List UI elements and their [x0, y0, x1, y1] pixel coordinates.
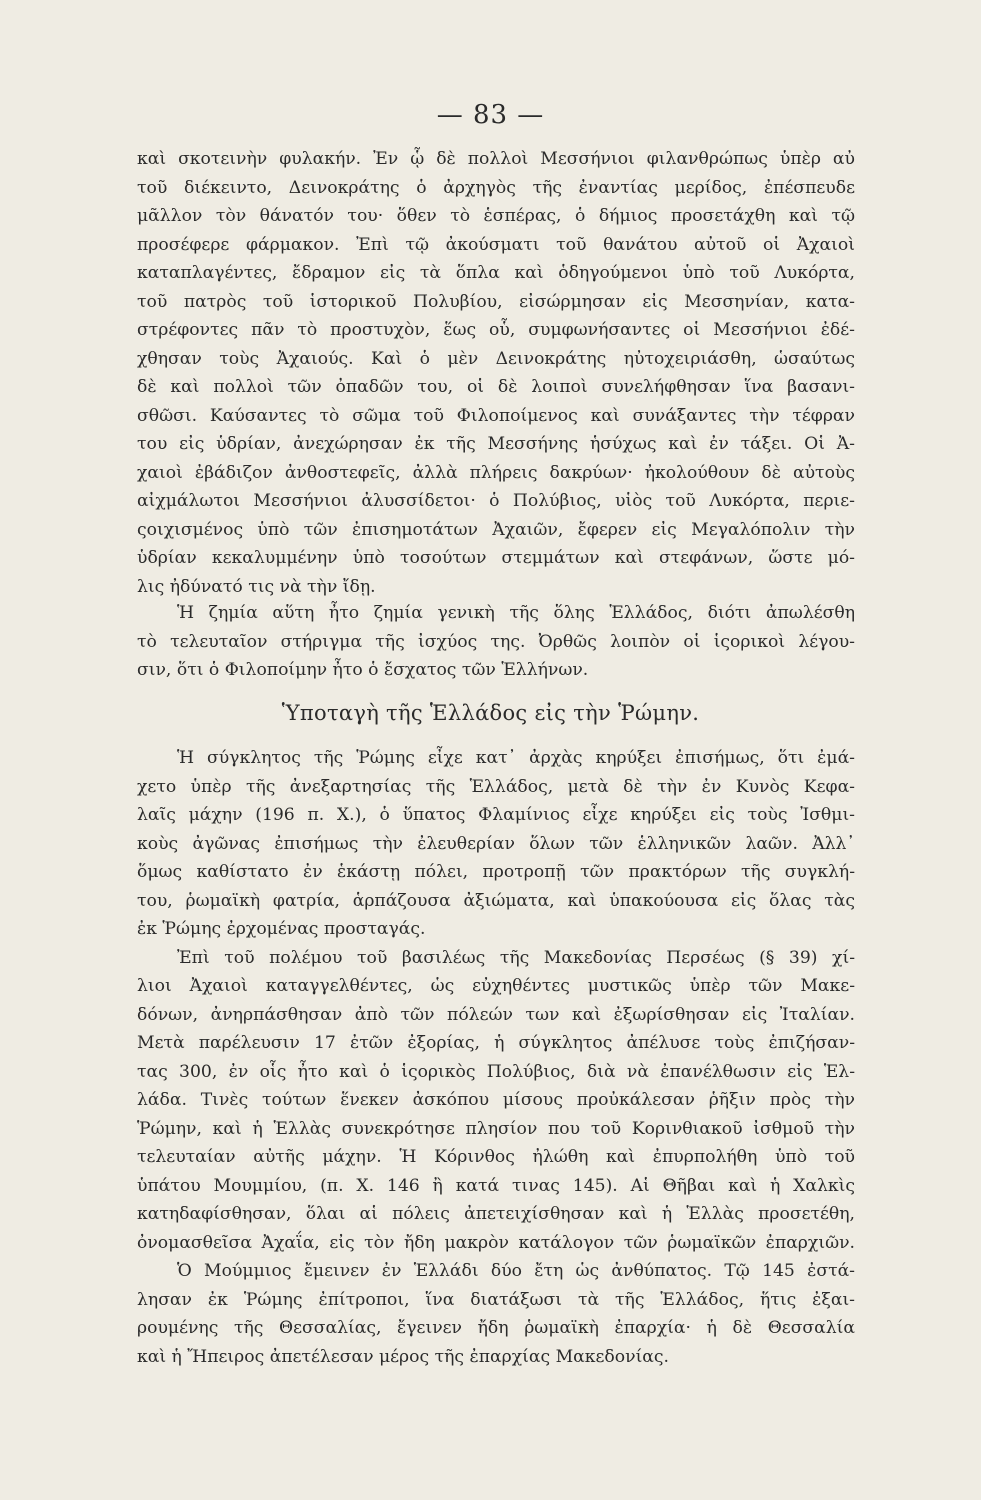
text-line: προσέφερε φάρμακον. Ἐπὶ τῷ ἀκούσματι τοῦ θανάτου αὐτοῦ οἱ Ἀχαιοὶ — [137, 234, 855, 255]
section-heading: Ὑποταγὴ τῆς Ἑλλάδος εἰς τὴν Ῥώμην. — [281, 701, 700, 725]
text-line: λησαν ἐκ Ῥώμης ἐπίτροποι, ἵνα διατάξωσι τὰ τῆς Ἑλλάδος, ἥτις ἐξαι- — [137, 1289, 855, 1310]
text-line: ἐκ Ῥώμης ἐρχομένας προσταγάς. — [137, 919, 426, 939]
text-line: σθῶσι. Καύσαντες τὸ σῶμα τοῦ Φιλοποίμενος καὶ συνάξαντες τὴν τέφραν — [137, 405, 855, 426]
text-line: Μετὰ παρέλευσιν 17 ἐτῶν ἐξορίας, ἡ σύγκλητος ἀπέλυσε τοὺς ἐπιζήσαν- — [137, 1033, 855, 1053]
text-line: καὶ σκοτεινὴν φυλακήν. Ἐν ᾧ δὲ πολλοὶ Μεσσήνιοι φιλανθρώπως ὑπὲρ αὐ — [137, 149, 855, 169]
text-line: Ῥώμην, καὶ ἡ Ἑλλὰς συνεκρότησε πλησίον που τοῦ Κορινθιακοῦ ἰσθμοῦ τὴν — [137, 1118, 855, 1139]
text-line: κοὺς ἀγῶνας ἐπισήμως τὴν ἐλευθερίαν ὅλων τῶν ἑλληνικῶν λαῶν. Ἀλλ᾽ — [137, 833, 855, 854]
text-line: τελευταίαν αὐτῆς μάχην. Ἡ Κόρινθος ἠλώθη καὶ ἐπυρπολήθη ὑπὸ τοῦ — [137, 1147, 855, 1167]
page-number: — 83 — — [436, 100, 545, 130]
paragraph-subjugation — [137, 744, 855, 1371]
text-line: χαιοὶ ἐβάδιζον ἀνθοστεφεῖς, ἀλλὰ πλήρεις δακρύων· ἠκολούθουν δὲ αὐτοὺς — [137, 462, 855, 483]
text-line: Ἡ ζημία αὕτη ἦτο ζημία γενικὴ τῆς ὅλης Ἑλλάδος, διότι ἀπωλέσθη — [177, 603, 855, 623]
text-line: λαῖς μάχην (196 π. Χ.), ὁ ὕπατος Φλαμίνιος εἶχε κηρύξει εἰς τοὺς Ἰσθμι- — [137, 805, 855, 825]
text-line: ὅμως καθίστατο ἐν ἑκάστῃ πόλει, προτροπῇ τῶν πρακτόρων τῆς συγκλή- — [137, 862, 855, 882]
text-line: αἰχμάλωτοι Μεσσήνιοι ἀλυσσίδετοι· ὁ Πολύβιος, υἱὸς τοῦ Λυκόρτα, περιε- — [137, 491, 855, 511]
text-line: τοῦ πατρὸς τοῦ ἱστορικοῦ Πολυβίου, εἰσώρμησαν εἰς Μεσσηνίαν, κατα- — [137, 291, 855, 312]
text-line: χετο ὑπὲρ τῆς ἀνεξαρτησίας τῆς Ἑλλάδος, μετὰ δὲ τὴν ἐν Κυνὸς Κεφα- — [137, 776, 855, 797]
paragraph-philopoemen-death — [137, 145, 855, 601]
text-line: δόνων, ἀνηρπάσθησαν ἀπὸ τῶν πόλεών των καὶ ἐξωρίσθησαν εἰς Ἰταλίαν. — [137, 1004, 855, 1025]
text-line: λις ἠδύνατό τις νὰ τὴν ἴδῃ. — [137, 576, 376, 597]
text-line: λιοι Ἀχαιοὶ καταγγελθέντες, ὡς εὐχηθέντες μυστικῶς ὑπὲρ τῶν Μακε- — [137, 976, 855, 996]
text-line: του εἰς ὑδρίαν, ἀνεχώρησαν ἐκ τῆς Μεσσήνης ἡσύχως καὶ ἐν τάξει. Οἱ Ἀ- — [137, 434, 855, 454]
paragraph-last-of-greeks — [137, 599, 855, 685]
text-line: καταπλαγέντες, ἔδραμον εἰς τὰ ὅπλα καὶ ὁδηγούμενοι ὑπὸ τοῦ Λυκόρτα, — [137, 263, 855, 283]
text-line: τας 300, ἐν οἷς ἦτο καὶ ὁ ἱςορικὸς Πολύβιος, διὰ νὰ ἐπανέλθωσιν εἰς Ἑλ- — [137, 1061, 855, 1082]
text-line: τοῦ διέκειντο, Δεινοκράτης ὁ ἀρχηγὸς τῆς ἐναντίας μερίδος, ἐπέσπευδε — [137, 177, 855, 198]
text-line: μᾶλλον τὸν θάνατόν του· ὅθεν τὸ ἑσπέρας, ὁ δήμιος προσετάχθη καὶ τῷ — [137, 206, 855, 226]
text-line: Ἡ σύγκλητος τῆς Ῥώμης εἶχε κατ᾽ ἀρχὰς κηρύξει ἐπισήμως, ὅτι ἐμά- — [177, 748, 855, 768]
text-line: του, ῥωμαϊκὴ φατρία, ἁρπάζουσα ἀξιώματα, καὶ ὑπακούουσα εἰς ὅλας τὰς — [137, 890, 855, 911]
text-line: λάδα. Τινὲς τούτων ἕνεκεν ἀσκόπου μίσους προὐκάλεσαν ῥῆξιν πρὸς τὴν — [137, 1090, 855, 1110]
text-line: σιν, ὅτι ὁ Φιλοποίμην ἦτο ὁ ἔσχατος τῶν Ἑλλήνων. — [137, 660, 589, 680]
text-line: τὸ τελευταῖον στήριγμα τῆς ἰσχύος της. Ὀρθῶς λοιπὸν οἱ ἱςορικοὶ λέγου- — [137, 631, 855, 652]
text-line: ςοιχισμένος ὑπὸ τῶν ἐπισημοτάτων Ἀχαιῶν, ἔφερεν εἰς Μεγαλόπολιν τὴν — [137, 519, 855, 540]
text-line: δὲ καὶ πολλοὶ τῶν ὀπαδῶν του, οἱ δὲ λοιποὶ συνελήφθησαν ἵνα βασανι- — [137, 377, 855, 397]
text-line: ὀνομασθεῖσα Ἀχαΐα, εἰς τὸν ἤδη μακρὸν κατάλογον τῶν ῥωμαϊκῶν ἐπαρχιῶν. — [137, 1232, 855, 1253]
text-line: στρέφοντες πᾶν τὸ προστυχὸν, ἕως οὗ, συμφωνήσαντες οἱ Μεσσήνιοι ἐδέ- — [137, 320, 855, 340]
text-line: ὑπάτου Μουμμίου, (π. Χ. 146 ἢ κατά τινας 145). Αἱ Θῆβαι καὶ ἡ Χαλκὶς — [137, 1175, 855, 1196]
text-line: καὶ ἡ Ἤπειρος ἀπετέλεσαν μέρος τῆς ἐπαρχίας Μακεδονίας. — [137, 1346, 670, 1367]
text-line: χθησαν τοὺς Ἀχαιούς. Καὶ ὁ μὲν Δεινοκράτης ηὐτοχειριάσθη, ὡσαύτως — [137, 348, 855, 369]
text-line: κατηδαφίσθησαν, ὅλαι αἱ πόλεις ἀπετειχίσθησαν καὶ ἡ Ἑλλὰς προσετέθη, — [137, 1204, 855, 1224]
text-line: ὑδρίαν κεκαλυμμένην ὑπὸ τοσούτων στεμμάτων καὶ στεφάνων, ὥστε μό- — [137, 548, 855, 568]
text-line: Ὁ Μούμμιος ἔμεινεν ἐν Ἑλλάδι δύο ἔτη ὡς ἀνθύπατος. Τῷ 145 ἐστά- — [177, 1261, 855, 1281]
text-line: Ἐπὶ τοῦ πολέμου τοῦ βασιλέως τῆς Μακεδονίας Περσέως (§ 39) χί- — [177, 947, 855, 968]
text-line: ρουμένης τῆς Θεσσαλίας, ἔγεινεν ἤδη ῥωμαϊκὴ ἐπαρχία· ἡ δὲ Θεσσαλία — [137, 1318, 855, 1338]
